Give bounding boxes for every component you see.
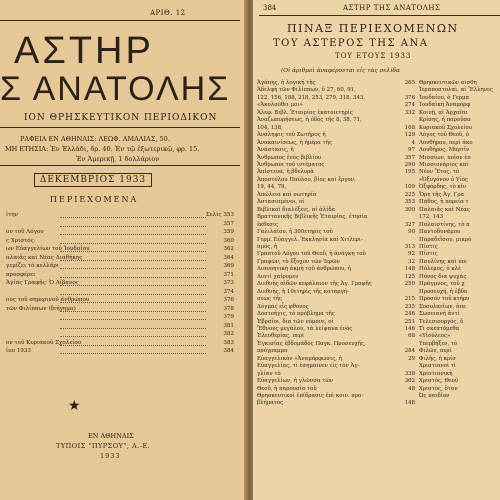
- issue-number: ΑΡΙΘ. 12: [150, 9, 186, 17]
- index-entry-text: Τελεσιουργὸς, ὁ: [419, 318, 464, 325]
- index-entry-text: Ἀστασιαμένοι, οἱ: [257, 199, 305, 206]
- index-entry-text: Ἰουδαϊκὴ Ἀναμόρφ: [419, 102, 471, 109]
- toc-entry-title: τῶν Φιλίππων (διήγημα): [6, 305, 76, 312]
- index-entry: [257, 251, 417, 258]
- index-entry-text: 172, 143: [419, 214, 444, 221]
- index-entry-text: «Υἱούλεος»: [419, 333, 451, 340]
- masthead-subtitle: ΙΟΝ ΘΡΗΣΚΕΥΤΙΚΟΝ ΠΕΡΙΟΔΙΚΟΝ: [24, 113, 218, 123]
- toc-entry: [0, 306, 240, 315]
- index-entry: [257, 214, 417, 221]
- toc-entry: [0, 297, 240, 306]
- index-entry: [257, 229, 417, 236]
- leader-dots: [60, 340, 206, 346]
- leader-dots: [60, 348, 206, 354]
- index-entry-text: Ὄρη τῆς Ἀγ. Γρα: [419, 191, 465, 198]
- toc-entry-page: 362: [223, 246, 234, 252]
- index-entry: [419, 386, 500, 393]
- index-entry-text: Πράγμνος, τοῦ χ: [419, 281, 465, 288]
- toc-entry-page: 371: [223, 271, 234, 278]
- index-entry-text: Ἀπώλεια καὶ σωτηρία: [257, 191, 317, 198]
- index-entry-text: Σωσειανὴ ἀντί: [419, 311, 460, 318]
- index-entry-page: 68: [408, 333, 415, 340]
- index-entry-text: Δοστοήγις, τὸ πρόβλημα τῆς: [257, 311, 335, 318]
- index-entry: [257, 222, 417, 229]
- index-entry-text: Παυλίνης καὶ ποι: [419, 258, 468, 265]
- leader-dots: [60, 238, 206, 244]
- toc-entry: [0, 331, 240, 340]
- index-entry: [257, 266, 417, 273]
- toc-entry: [0, 289, 240, 298]
- toc-entry: [0, 263, 240, 272]
- index-entry-text: Ἑβραῖοι, δια τῶν νόμονε, οἱ: [257, 318, 334, 325]
- index-entry-page: 290: [404, 161, 415, 168]
- toc-entry-page: 379: [223, 314, 234, 320]
- toc-entry-title: ους τοῦ σημερινοῦ ἀνθρώπου: [6, 297, 90, 303]
- index-entry-text: Ὀξφόρδης, τὸ κίν: [419, 184, 467, 191]
- index-entry-text: Διεθνὴς αἰδῶν κεφάλαιον τῆς Ἁγ. Γραφῆς: [257, 281, 372, 288]
- index-entry-page: 250: [404, 281, 415, 288]
- index-entry-text: Θρησκευτικῶν αἰσθη: [419, 80, 477, 86]
- subscription-info: ΜΗ ΕΤΗΣΙΑ: Ἐν Ἑλλάδι, δρ. 40. Ἐν τῷ ἐξωτερικῷ, φρ. 15.: [5, 145, 200, 153]
- index-entry-text: Χριστιανικὴ: [419, 370, 453, 377]
- toc-entry-title: ων Εὐαγγελίων τοῦ Ἰουδαίου: [6, 246, 90, 252]
- index-entry-text: ἔκθεσις: [257, 221, 279, 228]
- toc-entry: [0, 280, 240, 289]
- index-entry-text: Φιλῆς, ἡ κρίσ: [419, 355, 456, 362]
- toc-entry-page: 376: [223, 297, 234, 303]
- leader-dots: [60, 314, 206, 320]
- index-entry-text: Εὐαγγελικὸν «Ἀναμόρφωσις, ἡ: [257, 355, 342, 362]
- index-entry-text: Μισσιονάριος καὶ: [419, 161, 469, 168]
- index-entry-text: Διεθνὴς, ἡ 10ετηρὶς τῆς καταργή-: [257, 288, 349, 295]
- index-entry-page: 327: [404, 221, 415, 228]
- index-entry-page: 338: [404, 370, 415, 377]
- toc-entry-page: 378: [223, 305, 234, 312]
- index-entry-text: Ἐγκισίας ἐβδομάδος Παγκ. Προσευχῆς,: [257, 340, 366, 347]
- leader-dots: [60, 263, 206, 269]
- toc-entry-page: 382: [223, 331, 234, 337]
- leader-dots: [60, 297, 206, 303]
- toc-entry: [0, 238, 240, 247]
- index-entry-text: Λουθήρος, Μαρτῖν: [419, 147, 470, 154]
- index-column-1: [257, 80, 417, 408]
- toc-entry-title: προσφέρει: [6, 271, 36, 278]
- index-entry: [419, 266, 500, 273]
- index-entry: [419, 229, 500, 236]
- index-entry: [419, 311, 500, 318]
- toc-entry-page: 359: [223, 229, 234, 235]
- index-entry-text: Ἰουδαίου, ὁ Γερμα: [419, 94, 470, 101]
- index-entry-text: Μισσίων, ποῖον ἐπ: [419, 154, 471, 161]
- index-entry: [419, 140, 500, 147]
- page-number: 384: [263, 4, 277, 12]
- index-entry: [419, 147, 500, 154]
- toc-entry: [0, 255, 240, 264]
- index-entry-text: Παλαιᾶς καὶ Νέας: [419, 206, 470, 213]
- index-entry: [257, 281, 417, 288]
- index-entry-page: 376: [404, 94, 415, 101]
- index-entry-page: 332: [404, 109, 415, 116]
- index-entry: [257, 155, 417, 162]
- index-entry: [257, 333, 417, 340]
- index-entry: [419, 117, 500, 124]
- index-entry-page: 148: [404, 266, 415, 273]
- masthead-title-line1: ΑΣΤΗΡ: [14, 30, 154, 72]
- index-entry-text: Πάθος, ἡ πορεία τ: [419, 199, 469, 206]
- index-entry-page: 129: [404, 132, 415, 139]
- index-entry: [419, 348, 500, 355]
- index-entry-text: Πίστις: [419, 251, 438, 258]
- toc-entry-title: γεμίζει τὸ κελλάρι: [6, 263, 59, 269]
- index-entry-page: 168: [404, 124, 415, 131]
- leader-dots: [60, 255, 206, 261]
- subscription-america: Ἐν Ἀμερικῇ, 1 δολλάριον: [76, 155, 160, 163]
- index-entry: [257, 363, 417, 370]
- index-entry: [257, 378, 417, 385]
- toc-entry-title: ον τοῦ Κυριακοῦ Σχολείου: [6, 339, 82, 346]
- toc-entry-title: αλαιᾶς καὶ Νέας Διαθήκης: [6, 254, 83, 261]
- publication-year: 1933: [100, 452, 121, 460]
- toc-entry-page: 384: [223, 348, 234, 354]
- running-head: ΑΣΤΗΡ ΤΗΣ ΑΝΑΤΟΛΗΣ: [343, 4, 441, 12]
- office-address: ΡΑΦΕΙΑ ΕΝ ΑΘΗΝΑΙΣ: ΛΕΩΦ. ΑΜΑΛΙΑΣ, 50.: [20, 135, 170, 143]
- index-entry: [419, 371, 500, 378]
- index-entry-page: 4: [411, 139, 415, 146]
- index-entry-text: Παραδεῖσου, μικρὸ: [419, 236, 472, 243]
- index-entry-page: 353: [404, 199, 415, 206]
- index-entry: [419, 184, 500, 191]
- index-entry: [419, 363, 500, 370]
- leader-dots: [60, 306, 206, 312]
- index-entry-text: Σοσυλαεῖων, ἀπε: [419, 303, 467, 310]
- index-entry: [419, 87, 500, 94]
- index-entry: [257, 311, 417, 318]
- index-entry-page: 215: [404, 296, 415, 303]
- index-entry-text: Πίστις: [419, 243, 438, 250]
- index-entry-text: 104, 138,: [257, 124, 283, 131]
- index-entry-text: Κρίσης, ἡ παροῦσα: [419, 117, 471, 124]
- index-entry: [257, 102, 417, 109]
- index-entry: [419, 222, 500, 229]
- index-entry-page: 225: [404, 191, 415, 198]
- masthead-rule: [0, 127, 240, 128]
- index-entry-text: «Ὀξυγόνον ὁ Υἱός: [419, 176, 468, 183]
- index-entry: [419, 214, 500, 221]
- publication-place: ΕΝ ΑΘΗΝΑΙΣ: [88, 432, 134, 440]
- index-entry: [257, 177, 417, 184]
- index-entry-page: 90: [408, 229, 415, 236]
- star-ornament-icon: ★: [68, 398, 81, 414]
- index-entry-text: Προσευχή, ἡ ἐβδο: [419, 288, 468, 295]
- index-entry-page: 32: [408, 258, 415, 265]
- index-entry-text: Νέον Ἔτος, τὸ: [419, 169, 460, 176]
- index-entry-text: Γραφῶν, τὸ ἔξοχον τῶν Ἱερῶν: [257, 258, 340, 265]
- index-entry-text: Διατί χαίρομεν: [257, 273, 299, 280]
- index-entry-page: 274: [404, 102, 415, 109]
- index-entry-text: Ἔθνους μεγάλου, τὰ λείψανα ἑνὸς: [257, 325, 353, 332]
- toc-entry-title: ἰτην: [6, 212, 19, 218]
- index-entry-text: Ἀνάστασις, ἡ: [257, 147, 294, 154]
- index-entry-page: 92: [408, 251, 415, 258]
- index-entry-text: Βραττανικῆς Βιβλικῆς Ἐταιρίας, ἑτησία: [257, 214, 368, 221]
- index-entry-text: Ἀνάληψις τοῦ Σωτῆρος ἡ: [257, 132, 326, 139]
- index-entry: [257, 304, 417, 311]
- toc-entry-page: 381: [223, 322, 234, 329]
- index-entry-text: Παλαιστίνης, τὸ π: [419, 221, 470, 228]
- index-entry-page: 284: [404, 348, 415, 355]
- toc-entry: [0, 221, 240, 230]
- index-entry-text: Εὐαγγελίων, ἡ γλῶσσα τῶν: [257, 378, 334, 385]
- leader-dots: [60, 229, 206, 235]
- index-entry-text: Χριστός, Θεοῦ: [419, 378, 459, 385]
- index-entry-page: 362: [404, 378, 415, 385]
- index-entry: [419, 155, 500, 162]
- index-entry-page: 251: [404, 318, 415, 325]
- index-entry-text: σεως τῆς: [257, 296, 282, 303]
- index-entry: [419, 251, 500, 258]
- contents-heading: ΠΕΡΙΕΧΟΜΕΝΑ: [50, 195, 139, 204]
- index-entry: [419, 207, 500, 214]
- index-entry-text: Υπερβήξεν, τὸ: [419, 340, 458, 347]
- index-entry: [257, 386, 417, 393]
- index-entry: [419, 199, 500, 206]
- left-page-cover: [0, 0, 247, 500]
- index-entry-text: Χριστὸς, ὅταν: [419, 385, 458, 392]
- index-entry-text: 122, 156, 188, 218, 253, 279, 318, 343,: [257, 94, 366, 101]
- index-entry-page: 300: [404, 206, 415, 213]
- toc-entry-title: Ἁγίας Γραφῆς· Ὁ Λίβανος: [6, 280, 79, 286]
- index-entry: [419, 378, 500, 385]
- toc-entry: [0, 212, 240, 221]
- index-entry-page: 29: [408, 355, 415, 362]
- index-entry-text: Κυριακοῦ Σχολείου: [419, 124, 473, 131]
- index-entry-text: Διανοητικὴ ἀκμὴ τοῦ ἀνθρώπου, ἡ: [257, 266, 351, 273]
- leader-dots: [60, 331, 206, 337]
- index-entry: [257, 169, 417, 176]
- toc-entry-page: 373: [223, 280, 234, 286]
- index-entry: [419, 169, 500, 176]
- index-entry: [257, 132, 417, 139]
- printer-name: ΤΥΠΟΙΣ "ΠΥΡΣΟΥ", Α.-Ε.: [56, 442, 151, 450]
- index-entry-page: 48: [408, 385, 415, 392]
- index-entry-page: 125: [404, 273, 415, 280]
- index-entry-text: γλίαν τὸ: [257, 370, 281, 377]
- index-column-2: [419, 80, 500, 400]
- leader-dots: [60, 323, 206, 329]
- index-entry-text: Ὠς παιδίον: [419, 393, 450, 400]
- index-entry: [419, 237, 500, 244]
- toc-entry-page: 360: [223, 237, 234, 244]
- leader-dots: [60, 280, 206, 286]
- index-entry-page: 97: [408, 147, 415, 154]
- toc-entry-page: 374: [223, 288, 234, 295]
- index-entry-text: Δόγμας εἶς φθονος: [257, 303, 309, 310]
- index-entry: [257, 319, 417, 326]
- index-entry-text: Λόγος τοῦ Θεοῦ, ὁ: [419, 132, 469, 139]
- index-entry-text: Ἱεραποστολαὶ, αἱ Ἕλληνες: [419, 87, 493, 94]
- leader-dots: [60, 272, 206, 278]
- toc-entry-title: ου τοῦ Λόγου: [6, 229, 44, 235]
- toc-entry: [0, 323, 240, 332]
- index-entry: [257, 87, 417, 94]
- index-entry-text: Εὐαγγελίας, τὶ ἐσημαινεν εἰς τὸν Ἀγ-: [257, 363, 360, 370]
- index-entry-text: πρόγραμμα: [257, 348, 288, 355]
- index-note: (Οἱ ἀριθμοὶ ἀναφέρονται εἰς τὰς σελίδα: [281, 68, 400, 74]
- index-entry-text: Γερμ. Εὐαγγελ. Ἐκκλησία καὶ Χιτλερι-: [257, 236, 363, 243]
- issue-date: ΔΕΚΕΜΒΡΙΟΣ 1933: [34, 173, 152, 187]
- index-entry-text: Ἐλευθερίας, περὶ: [257, 333, 305, 340]
- toc-entry: [0, 229, 240, 238]
- index-entry-text: Τὶ σκεπτόμεθα: [419, 325, 460, 332]
- index-entry: [257, 237, 417, 244]
- index-entry-page: 235: [404, 303, 415, 310]
- index-entry: [419, 296, 500, 303]
- index-entry-text: Ἄνθρωπος ἐνὸς βιβλίου: [257, 154, 322, 161]
- index-entry-text: Ἀναζωπυρήσεως, ἡ ὁδὸς τῆς 8, 38, 71,: [257, 117, 362, 124]
- index-entry-text: Βιβλικοὶ διαλέξεις, αἱ ἁλίδα: [257, 206, 336, 213]
- index-entry-page: 146: [404, 325, 415, 332]
- index-entry-text: Ἀλεφ. Βιβλ. Ἐταιρίας ἐκατοιετηρὶς: [257, 109, 353, 116]
- index-entry-text: σμός, ἡ: [257, 243, 278, 250]
- toc-entry-title: ίου 1933: [6, 348, 31, 354]
- index-entry-text: Ἀνακαινίσεως, ἡ ἡμέρα τῆς: [257, 139, 332, 146]
- index-entry: [257, 289, 417, 296]
- right-page-index: [253, 0, 500, 500]
- toc-entry-page: 357: [223, 220, 234, 227]
- info-rule: [0, 165, 240, 166]
- index-entry: [419, 132, 500, 139]
- index-entry: [419, 319, 500, 326]
- table-of-contents: [0, 212, 240, 357]
- index-entry: [419, 102, 500, 109]
- index-entry-text: Γραπτοῦ Λόγου τοῦ Θεοῦ, ἡ ἀνάγκη τοῦ: [257, 251, 366, 258]
- index-entry-text: Πόλεμος, ὁ κλέ: [419, 266, 461, 273]
- index-entry-page: 148: [404, 400, 415, 407]
- index-entry-page: 246: [404, 311, 415, 318]
- index-entry-text: Ἀπίστευα, ἡ βδελυρὰ: [257, 169, 314, 176]
- index-entry-text: Λουθήρου, περὶ ἀκο: [419, 139, 473, 146]
- index-entry: [257, 140, 417, 147]
- index-entry: [419, 281, 500, 288]
- index-entry-text: Ἀποστόλου Παύλου, βίος καὶ ἔργον,: [257, 176, 356, 183]
- leader-dots: [60, 289, 206, 295]
- index-entry-page: 109: [404, 184, 415, 191]
- top-rule: [0, 20, 240, 21]
- index-entry: [257, 184, 417, 191]
- toc-entry: [0, 246, 240, 255]
- index-entry: [419, 304, 500, 311]
- leader-dots: [60, 221, 206, 227]
- index-title: ΠΙΝΑΞ ΠΕΡΙΕΧΟΜΕΝΩΝ: [287, 22, 459, 35]
- index-entry-text: βλήματος: [257, 400, 284, 407]
- toc-entry: [0, 348, 240, 357]
- toc-entry-page: 383: [223, 339, 234, 346]
- toc-entry: [0, 272, 240, 281]
- masthead-title-line2: Σ ΑΝΑΤΟΛΗΣ: [0, 70, 231, 108]
- index-entry-text: Προσόν τοῦ κτήρυ: [419, 296, 470, 303]
- toc-entry-page: 364: [223, 254, 234, 261]
- index-entry-text: Κοινῇ, αἱ Ἀρχαῖαι: [419, 109, 468, 116]
- index-entry-text: 19, 44, 79,: [257, 184, 287, 191]
- index-entry-text: Ἀγάπης, ἡ λογική τῆς: [257, 80, 316, 86]
- index-entry: [257, 296, 417, 303]
- index-entry-page: 195: [404, 169, 415, 176]
- index-entry: [257, 400, 417, 407]
- toc-entry-page: Σελὶς 353: [205, 212, 234, 218]
- index-entry-text: Χριστιανοὶ τὶ: [419, 363, 456, 370]
- leader-dots: [60, 212, 206, 218]
- index-subtitle: ΤΟΥ ΑΣΤΕΡΟΣ ΤΗΣ ΑΝΑ: [273, 38, 429, 49]
- index-entry: [257, 348, 417, 355]
- index-entry-text: Θεοῦ, ἡ παρουσία τοῦ: [257, 385, 317, 392]
- index-entry-text: «Ἀκολούθει μοι»: [257, 102, 303, 109]
- index-entry: [257, 117, 417, 124]
- index-entry-text: Γαλιλαίου, ἡ 300ετηρὶς τοῦ: [257, 229, 333, 236]
- index-entry-page: 357: [404, 154, 415, 161]
- index-entry: [257, 199, 417, 206]
- index-entry: [257, 147, 417, 154]
- leader-dots: [60, 246, 206, 252]
- index-entry: [419, 333, 500, 340]
- index-entry: [419, 393, 500, 400]
- header-rule: [259, 15, 500, 16]
- index-entry-page: 265: [404, 80, 415, 86]
- index-entry-text: Φιλῶν, περὶ: [419, 348, 452, 355]
- index-entry-text: Ἀδελφὴ τῶν Φιλίππων, ὅ 27, 60, 91,: [257, 87, 356, 94]
- index-entry-page: 313: [404, 243, 415, 250]
- toc-entry: [0, 314, 240, 323]
- index-entry-text: Παντοδυνάμου: [419, 229, 461, 236]
- index-entry-text: Ἄνθρωποι τοῦ ιντέματος: [257, 161, 325, 168]
- toc-entry: [0, 340, 240, 349]
- index-entry-text: Θρησκευτικοὶ ἐπίδρασις ἐπὶ κοιν. προ-: [257, 393, 364, 400]
- toc-entry-page: 369: [223, 263, 234, 269]
- toc-entry-title: ς Χριστός.: [6, 237, 36, 244]
- index-entry: [257, 371, 417, 378]
- index-entry-text: Πόνος δια ψυχάς: [419, 273, 467, 280]
- index-year: ΤΟΥ ΕΤΟΥΣ 1933: [335, 52, 412, 60]
